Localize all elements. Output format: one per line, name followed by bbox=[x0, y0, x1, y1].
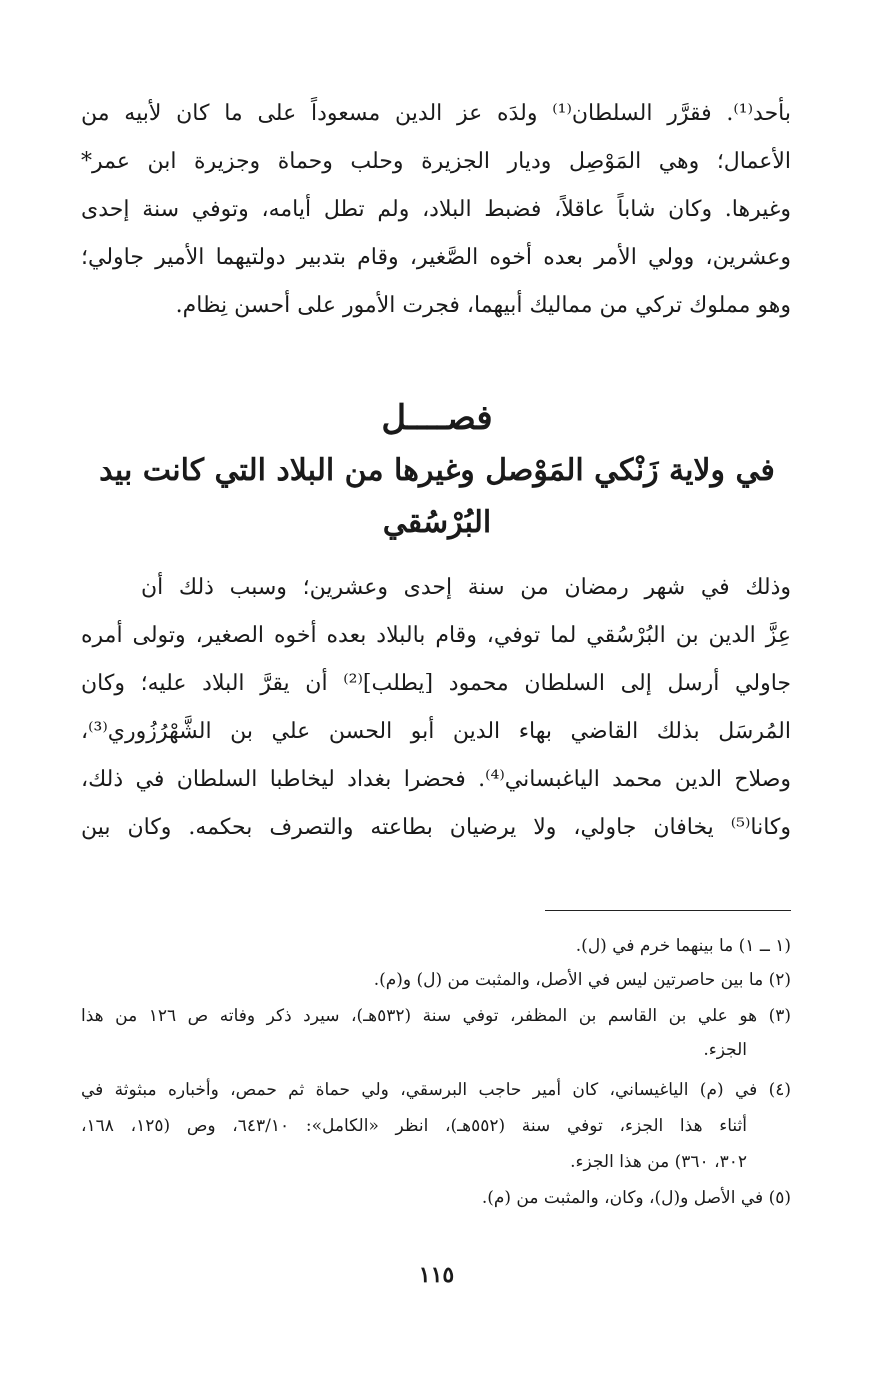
footnote-3-line-1: (٣) هو علي بن القاسم بن المظفر، توفي سنة (٥٣٢هـ)، سيرد ذكر وفاته ص ١٢٦ من هذا bbox=[81, 1006, 791, 1026]
paragraph2-line-1: وذلك في شهر رمضان من سنة إحدى وعشرين؛ وسبب ذلك أن bbox=[141, 575, 791, 600]
paragraph2-line-5: وصلاح الدين محمد الياغبساني⁽⁴⁾. فحضرا بغداد ليخاطبا السلطان في ذلك، bbox=[81, 767, 792, 792]
footnote-1: (١ ــ ١) ما بينهما خرم في (ل). bbox=[575, 936, 791, 956]
paragraph1-line-5: وهو مملوك تركي من مماليك أبيهما، فجرت الأمور على أحسن نِظام. bbox=[175, 293, 791, 318]
page-number: ١١٥ bbox=[418, 1262, 455, 1288]
paragraph2-line-6: وكانا⁽⁵⁾ يخافان جاولي، ولا يرضيان بطاعته والتصرف بحكمه. وكان بين bbox=[81, 815, 791, 840]
paragraph2-line-2: عِزَّ الدين بن البُرْسُقي لما توفي، وقام بالبلاد بعده أخوه الصغير، وتولى أمره bbox=[81, 623, 791, 648]
footnote-4-line-2: أثناء هذا الجزء، توفي سنة (٥٥٢هـ)، انظر «الكامل»: ٦٤٣/١٠، وص (١٢٥، ١٦٨، bbox=[81, 1116, 747, 1136]
paragraph2-line-3: جاولي أرسل إلى السلطان محمود [يطلب]⁽²⁾ أن يقرَّ البلاد عليه؛ وكان bbox=[81, 671, 791, 696]
footnote-separator bbox=[545, 910, 791, 911]
footnote-3-line-2: الجزء. bbox=[703, 1040, 747, 1060]
paragraph1-line-3: وغيرها. وكان شاباً عاقلاً، فضبط البلاد، ولم تطل أيامه، وتوفي سنة إحدى bbox=[81, 197, 791, 222]
section-title-line-2: البُرْسُقي bbox=[382, 505, 492, 540]
footnote-2: (٢) ما بين حاصرتين ليس في الأصل، والمثبت من (ل) و(م). bbox=[373, 970, 791, 990]
paragraph1-line-2: الأعمال؛ وهي المَوْصِل وديار الجزيرة وحلب وحماة وجزيرة ابن عمر* bbox=[81, 149, 791, 174]
footnote-5: (٥) في الأصل و(ل)، وكان، والمثبت من (م). bbox=[481, 1188, 791, 1208]
footnote-4-line-1: (٤) في (م) الياغيساني، كان أمير حاجب البرسقي، ولي حماة ثم حمص، وأخباره مبثوثة في bbox=[81, 1080, 791, 1100]
paragraph2-line-4: المُرسَل بذلك القاضي بهاء الدين أبو الحسن علي بن الشَّهْرُزُوري⁽³⁾، bbox=[81, 719, 791, 744]
section-title-line-1: في ولاية زَنْكي المَوْصل وغيرها من البلاد التي كانت بيد bbox=[99, 453, 775, 488]
section-label: فصــــل bbox=[381, 398, 493, 438]
footnote-4-line-3: ٣٠٢، ٣٦٠) من هذا الجزء. bbox=[570, 1152, 747, 1172]
paragraph1-line-1: بأحد⁽¹⁾. فقرَّر السلطان⁽¹⁾ ولدَه عز الدين مسعوداً على ما كان لأبيه من bbox=[81, 101, 792, 126]
paragraph1-line-4: وعشرين، وولي الأمر بعده أخوه الصَّغير، وقام بتدبير دولتيهما الأمير جاولي؛ bbox=[81, 245, 791, 270]
